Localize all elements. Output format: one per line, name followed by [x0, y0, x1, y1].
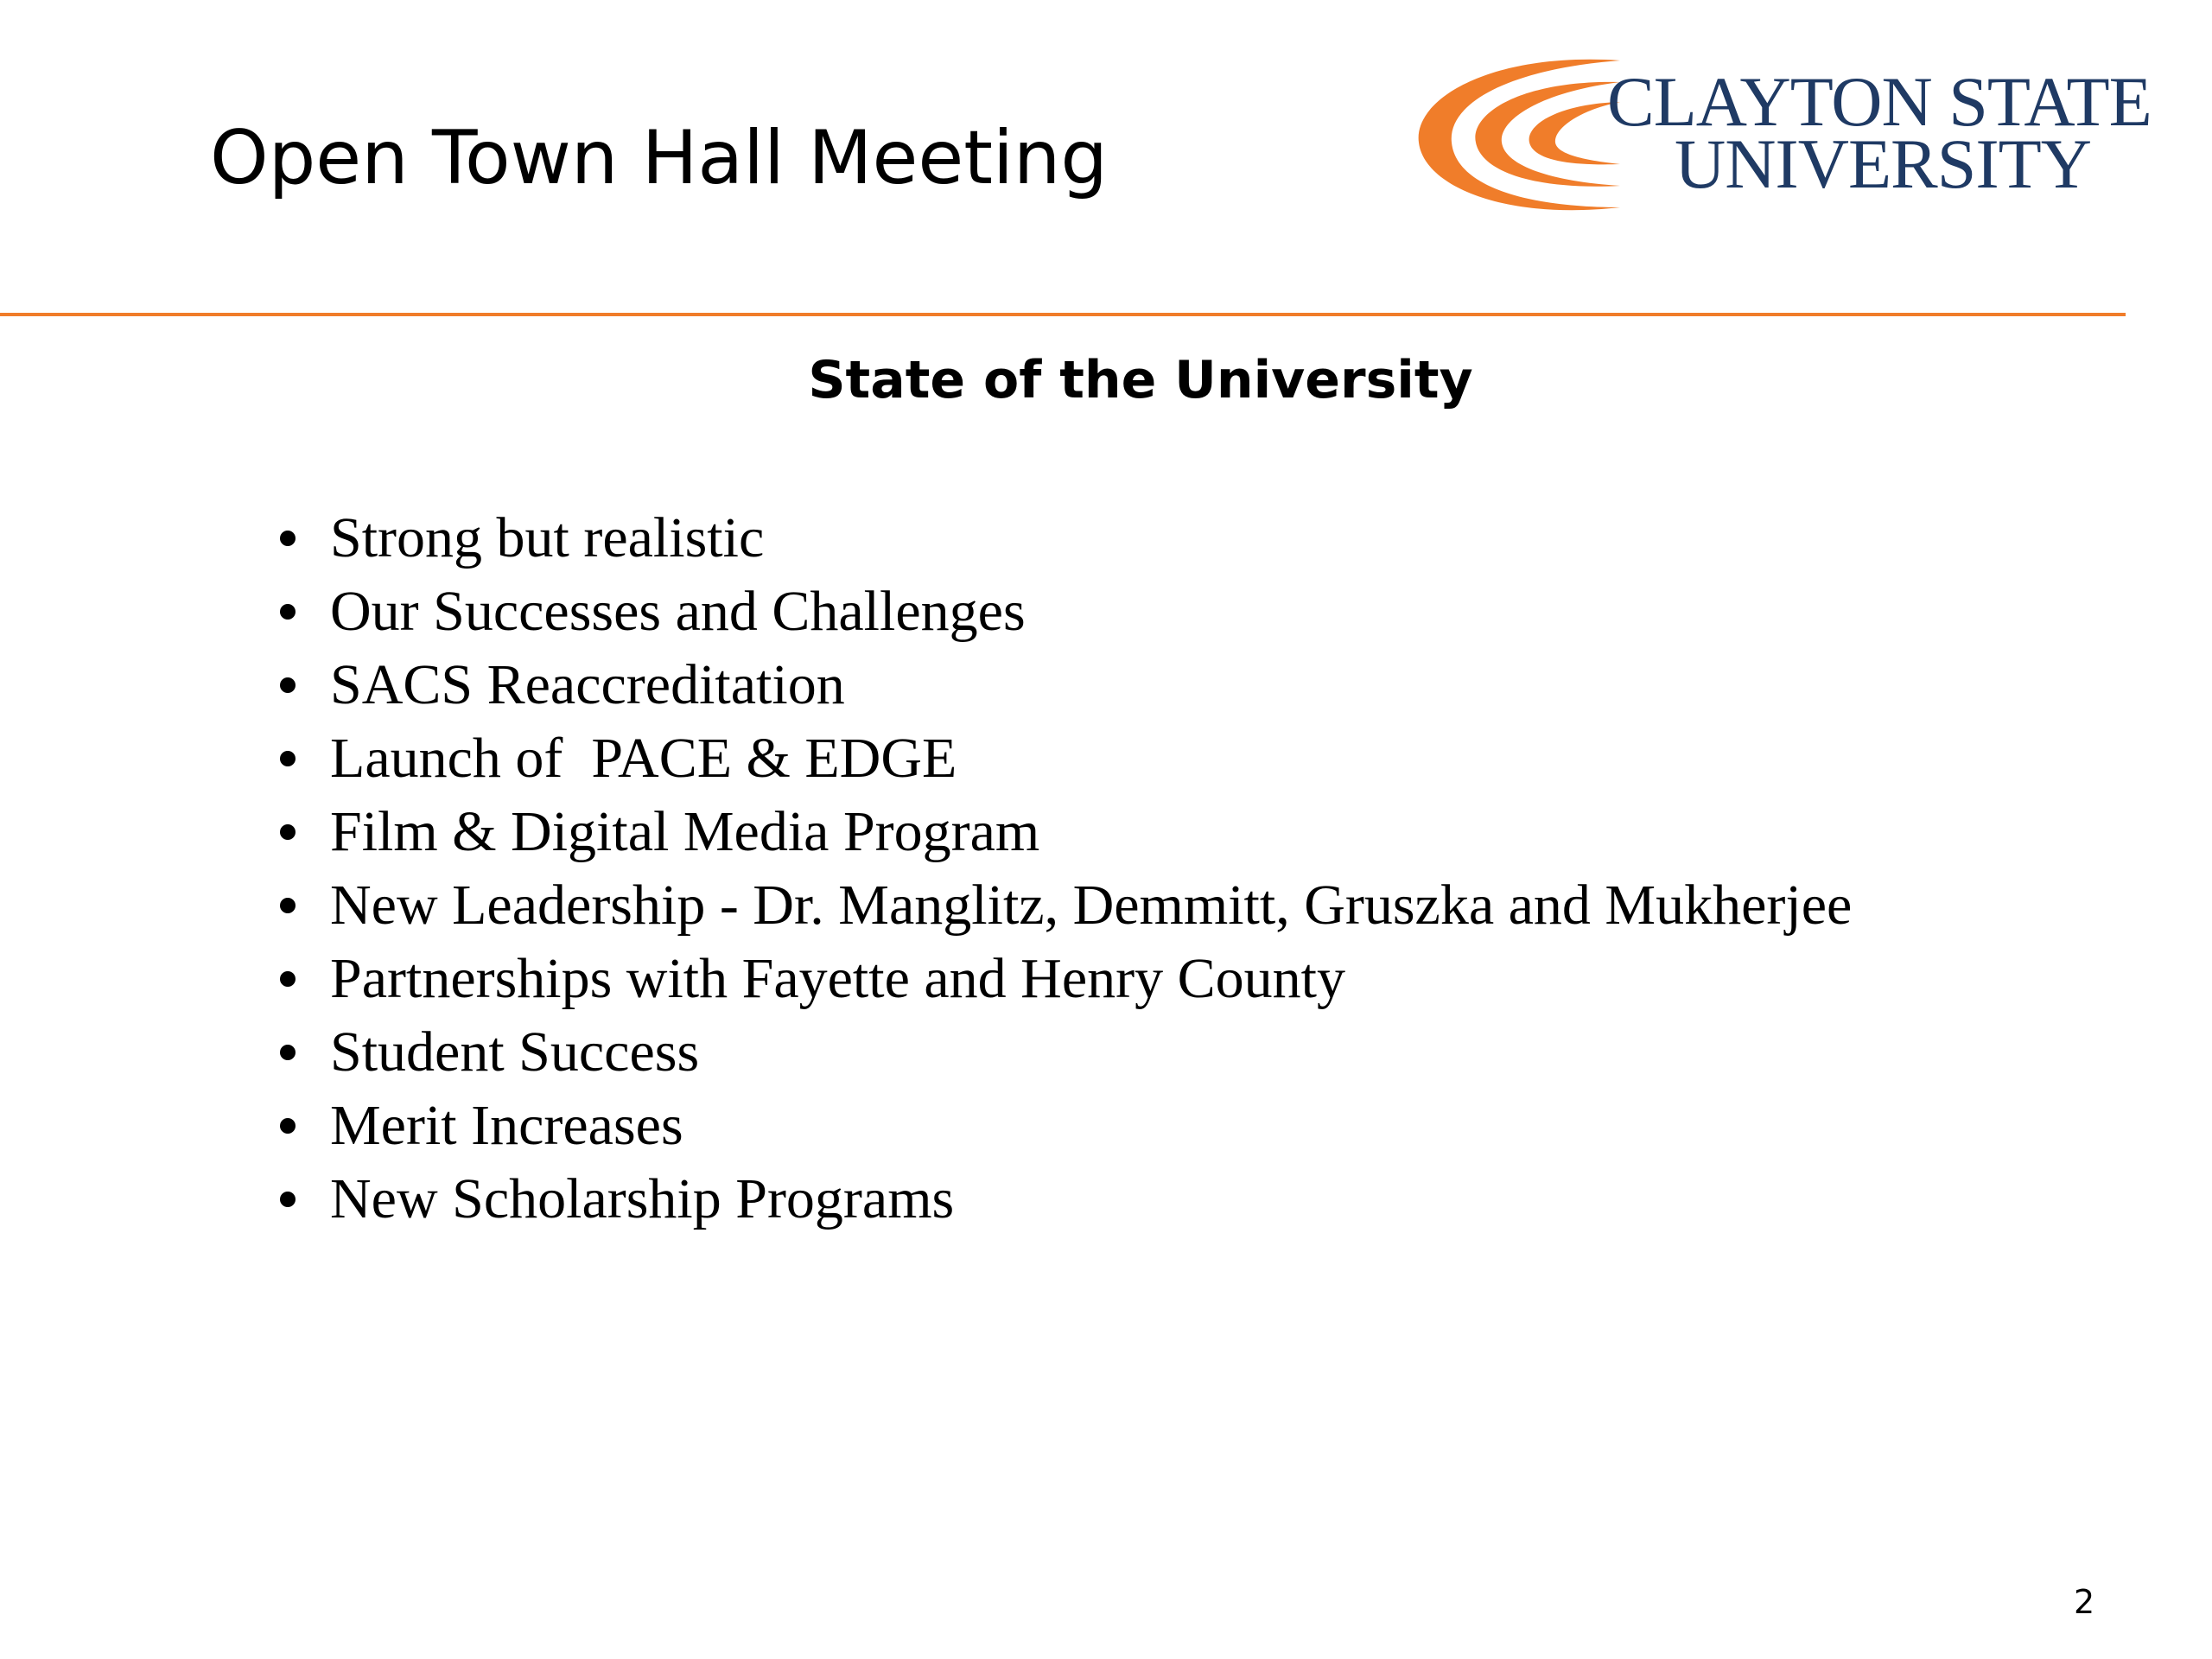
bullet-item [275, 575, 1852, 648]
bullet-text: Our Successes and Challenges [330, 580, 1026, 643]
swoosh-logo-icon [1408, 35, 1624, 233]
bullet-text: Launch of PACE & EDGE [330, 727, 957, 790]
bullet-dot-icon [280, 677, 296, 693]
bullet-item [275, 795, 1852, 868]
bullet-dot-icon [280, 751, 296, 766]
bullet-text: Merit Increases [330, 1094, 683, 1157]
bullet-item [275, 868, 1852, 942]
bullet-dot-icon [280, 898, 296, 913]
bullet-item [275, 1162, 1852, 1236]
university-logo [1408, 35, 2152, 233]
logo-wordmark [1607, 62, 2152, 203]
bullet-text: Partnerships with Fayette and Henry County [330, 947, 1345, 1010]
bullet-item [275, 1089, 1852, 1162]
page-number: 2 [2074, 1583, 2095, 1621]
bullet-item [275, 942, 1852, 1015]
bullet-text: New Leadership - Dr. Manglitz, Demmitt, Gruszka and Mukherjee [330, 874, 1853, 937]
bullet-dot-icon [280, 1192, 296, 1207]
bullet-item [275, 501, 1852, 575]
bullet-dot-icon [280, 531, 296, 546]
bullet-dot-icon [280, 1045, 296, 1060]
bullet-item [275, 648, 1852, 721]
section-subtitle: State of the University [808, 350, 1473, 410]
bullet-dot-icon [280, 971, 296, 987]
bullet-text: New Scholarship Programs [330, 1167, 955, 1230]
bullet-dot-icon [280, 604, 296, 620]
bullet-item [275, 1015, 1852, 1089]
bullet-text: Film & Digital Media Program [330, 800, 1040, 863]
bullet-item [275, 721, 1852, 795]
bullet-text: Strong but realistic [330, 506, 765, 569]
bullet-text: SACS Reaccreditation [330, 653, 845, 716]
bullet-dot-icon [280, 824, 296, 840]
slide-title: Open Town Hall Meeting [210, 115, 1108, 201]
header-divider [0, 313, 2126, 316]
bullet-dot-icon [280, 1118, 296, 1134]
bullet-text: Student Success [330, 1020, 700, 1084]
logo-line-1: CLAYTON STATE [1607, 62, 2152, 141]
bullet-list [275, 501, 1852, 1236]
logo-line-2: UNIVERSITY [1675, 124, 2091, 203]
